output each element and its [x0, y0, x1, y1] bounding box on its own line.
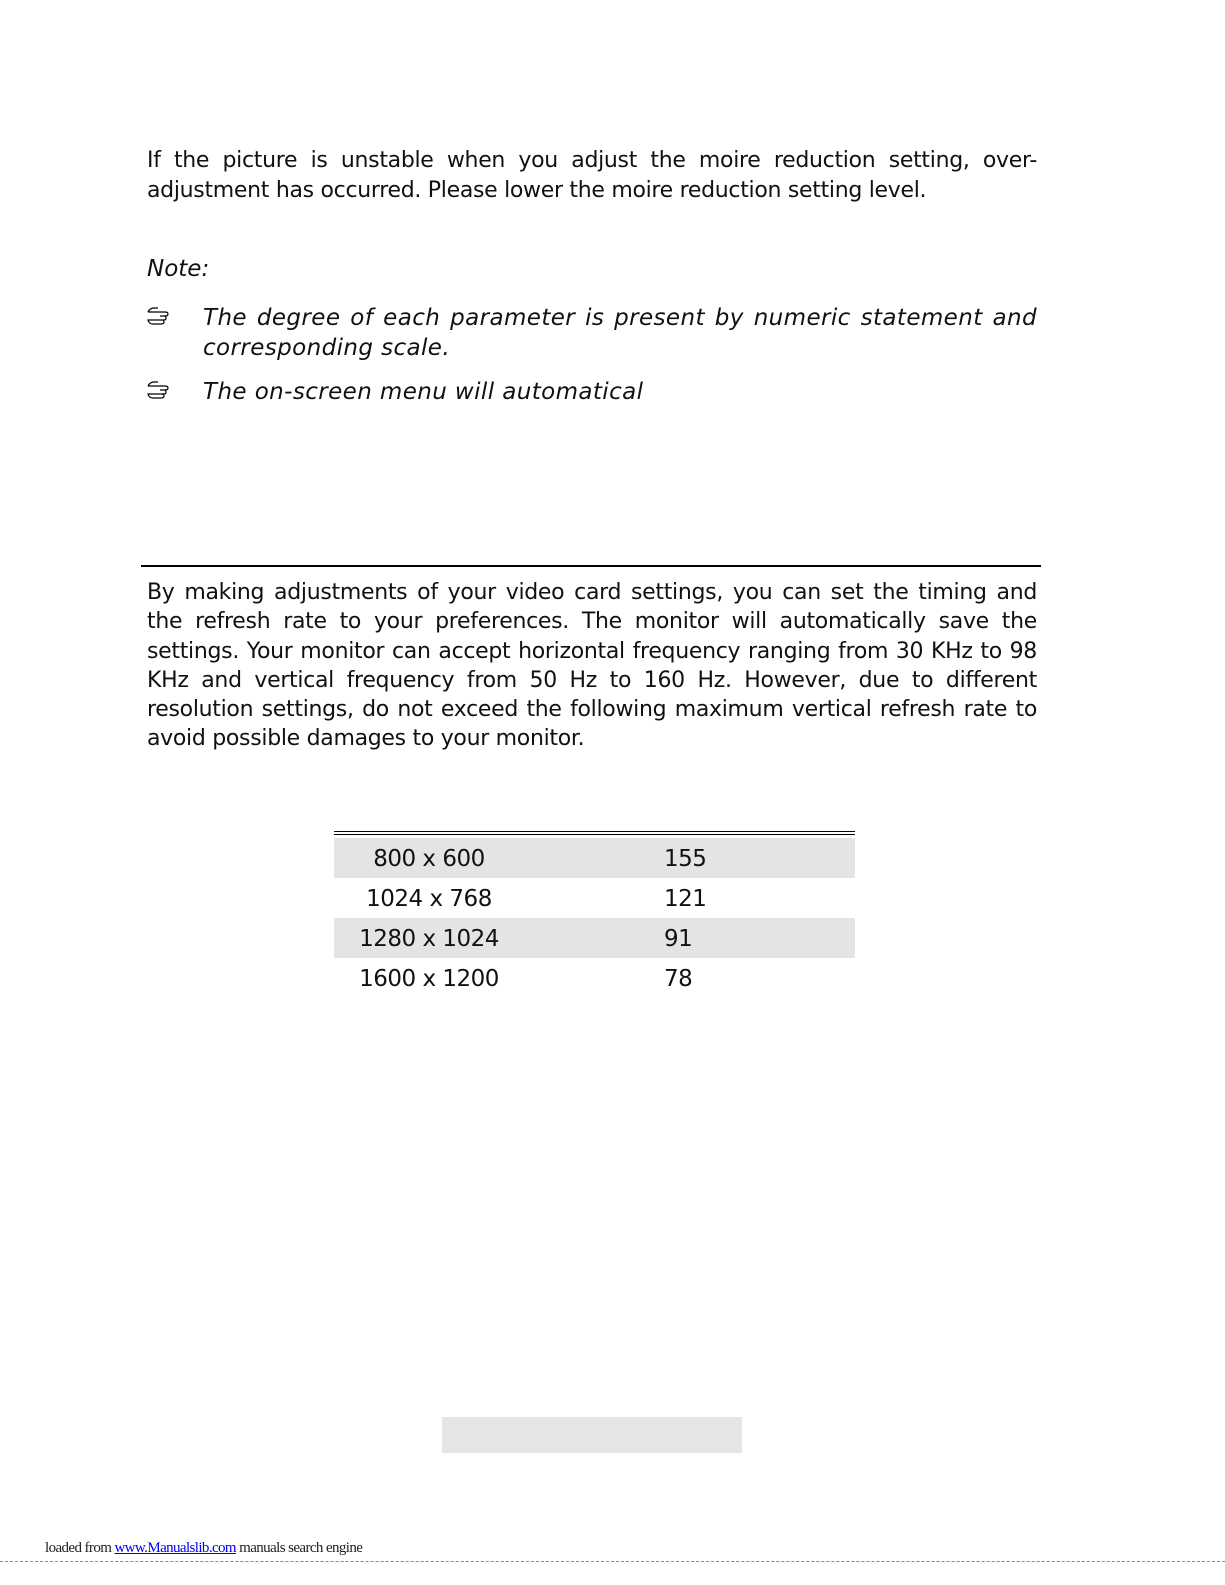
page-number-box	[442, 1417, 742, 1453]
dashed-rule	[0, 1561, 1225, 1562]
table-row	[334, 958, 855, 998]
note-text: The on-screen menu will automatical	[203, 379, 644, 405]
rate-cell: 78	[664, 966, 693, 992]
rate-cell: 91	[664, 926, 693, 952]
intro-paragraph: If the picture is unstable when you adjust the moire reduction setting, over-adjustment has occurred. Please lower the moire reduction setting level.	[147, 148, 1037, 203]
resolution-cell: 800 x 600	[373, 846, 485, 872]
note-text: The degree of each parameter is present by numeric statement and corresponding scale.	[203, 305, 1037, 361]
footer-suffix: manuals search engine	[236, 1540, 363, 1556]
refresh-rate-table	[334, 831, 855, 998]
section-divider	[141, 565, 1041, 567]
footer-prefix: loaded from	[45, 1540, 115, 1556]
rate-cell: 121	[664, 886, 707, 912]
note-label: Note:	[147, 256, 210, 282]
manualslib-link[interactable]: www.Manualslib.com	[114, 1540, 236, 1556]
table-row	[334, 838, 855, 878]
rate-cell: 155	[664, 846, 707, 872]
timing-paragraph: By making adjustments of your video card settings, you can set the timing and the refresh rate to your preferences. The monitor will automatically save the settings. Your monitor can accept horizontal frequency ranging from 30 KHz to 98 KHz and vertical frequency from 50 Hz to 160 Hz. However, due to different resolution settings, do not exceed the following maximum vertical refresh rate to avoid possible damages to your monitor.	[147, 580, 1037, 752]
footer	[45, 1540, 362, 1557]
pointing-hand-icon	[147, 379, 175, 399]
pointing-hand-icon	[147, 305, 175, 325]
table-row	[334, 878, 855, 918]
resolution-cell: 1024 x 768	[366, 886, 492, 912]
resolution-cell: 1280 x 1024	[359, 926, 499, 952]
table-row	[334, 918, 855, 958]
resolution-cell: 1600 x 1200	[359, 966, 499, 992]
